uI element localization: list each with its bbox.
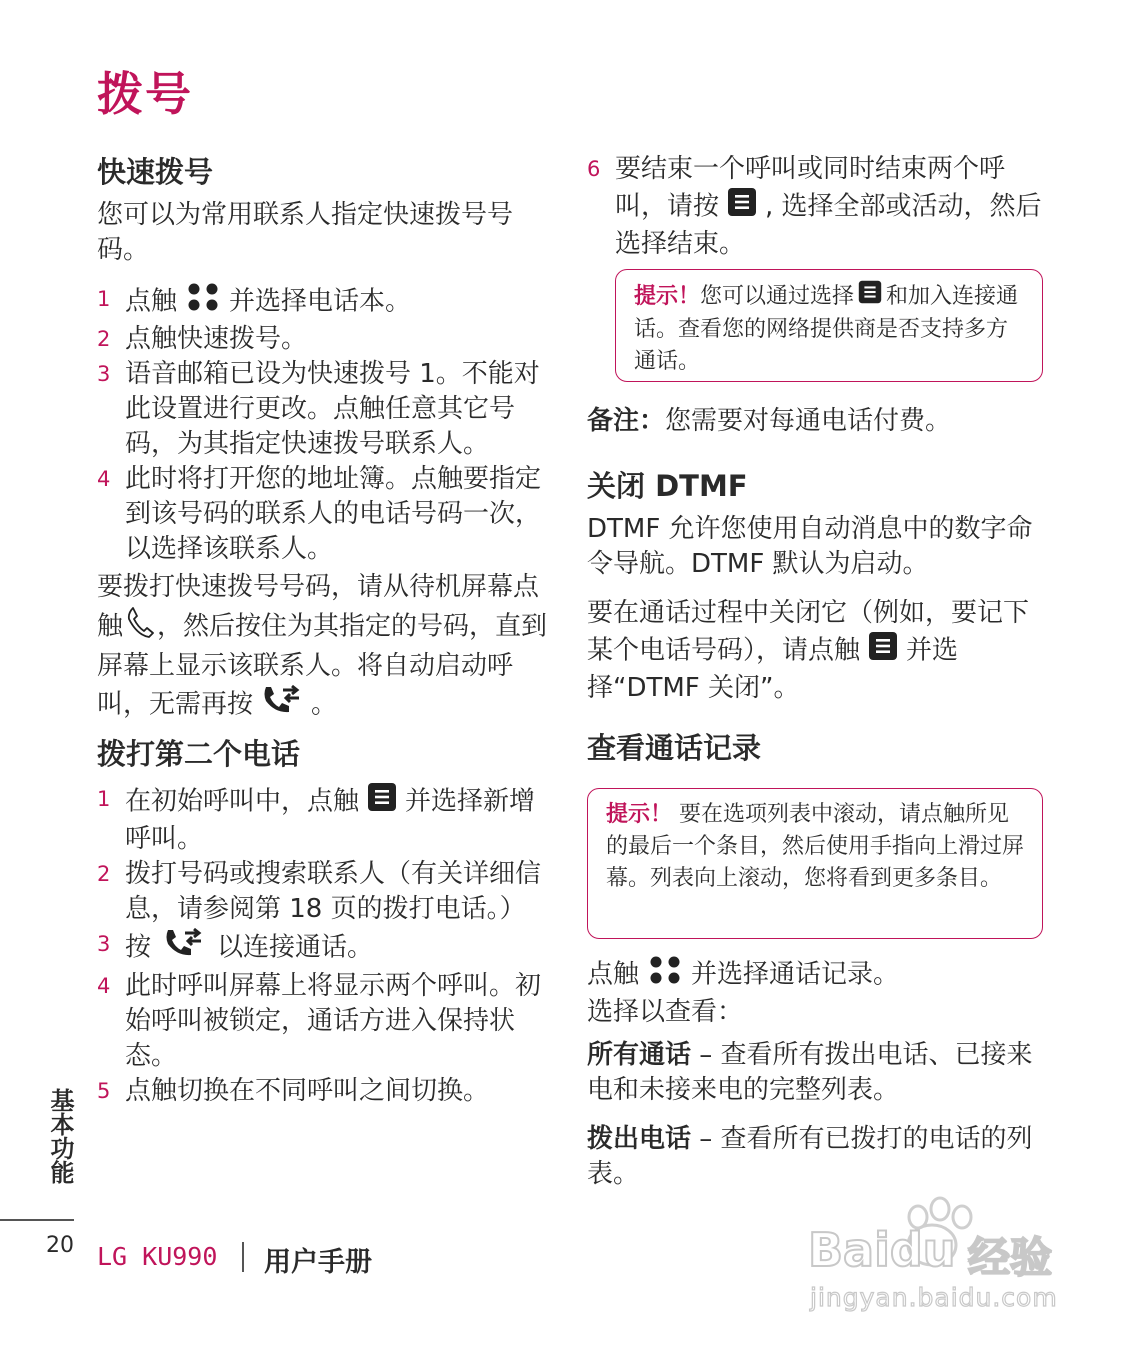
paragraph-text: 并选择“DTMF 关闭”。 xyxy=(587,635,959,703)
paragraph-text: 要拨打快速拨号号码，请从待机屏幕点触 xyxy=(97,572,540,642)
speed-dial-steps xyxy=(97,282,549,567)
footer-brand: LG KU990 xyxy=(97,1242,218,1271)
step-number: 1 xyxy=(97,787,111,811)
step-text: 拨打号码或搜索联系人（有关详细信息，请参阅第 18 页的拨打电话。） xyxy=(125,859,542,924)
dialed-calls-text: – 查看所有已拨打的电话的列表。 xyxy=(587,1124,1033,1189)
phone-handset-icon xyxy=(125,605,155,649)
note-text: 您需要对每通电话付费。 xyxy=(665,406,952,436)
step-number: 4 xyxy=(97,467,111,491)
options-menu-icon xyxy=(367,782,397,822)
dialed-calls-item xyxy=(587,1122,1042,1192)
list-item xyxy=(97,969,552,1074)
footer-divider xyxy=(0,1219,74,1221)
list-item xyxy=(97,282,549,322)
step-text: 要结束一个呼叫或同时结束两个呼叫，请按 xyxy=(615,154,1006,222)
list-item xyxy=(97,927,552,969)
step-number: 5 xyxy=(97,1079,111,1103)
list-item xyxy=(97,322,549,357)
tip-text: 和加入连接通话。查看您的网络提供商是否支持多方通话。 xyxy=(634,284,1019,374)
page-number: 20 xyxy=(46,1233,74,1258)
list-item xyxy=(97,1074,552,1109)
step-text: 点触切换在不同呼叫之间切换。 xyxy=(125,1076,490,1106)
watermark-brand-text: Bai xyxy=(808,1223,890,1277)
step-text: 按 xyxy=(125,932,152,963)
second-call-heading: 拨打第二个电话 xyxy=(97,737,301,771)
paragraph-text: ，然后按住为其指定的号码，直到屏幕上显示该联系人。将自动启动呼叫，无需再按 xyxy=(97,611,548,720)
all-calls-label: 所有通话 xyxy=(587,1040,692,1070)
step-number: 3 xyxy=(97,932,111,956)
paragraph-text: 并选择通话记录。 xyxy=(691,959,900,990)
step-text: 点触快速拨号。 xyxy=(125,324,308,354)
step-text: , 选择全部或活动，然后选择结束。 xyxy=(615,191,1042,259)
list-item xyxy=(97,857,552,927)
section-side-tab: 基本功能 xyxy=(46,1088,74,1184)
second-call-steps xyxy=(97,782,552,1109)
options-menu-icon xyxy=(868,631,898,671)
options-menu-icon xyxy=(858,280,882,314)
speed-dial-intro: 您可以为常用联系人指定快速拨号号码。 xyxy=(97,200,514,265)
tip-text: 您可以通过选择 xyxy=(700,284,855,309)
list-item xyxy=(97,462,549,567)
paragraph-text: 点触 xyxy=(587,959,640,990)
step-text: 并选择电话本。 xyxy=(229,286,412,317)
all-calls-item xyxy=(587,1038,1042,1108)
watermark-cn: 经验 xyxy=(968,1233,1053,1282)
step-number: 2 xyxy=(97,327,111,351)
paragraph-text: 选择以查看： xyxy=(587,997,744,1027)
speed-dial-paragraph xyxy=(97,570,549,726)
watermark-brand xyxy=(808,1223,956,1277)
all-calls-text: – 查看所有拨出电话、已接来电和未接来电的完整列表。 xyxy=(587,1040,1033,1105)
speed-dial-heading: 快速拨号 xyxy=(97,155,214,189)
tip-text: 要在选项列表中滚动，请点触所见的最后一个条目，然后使用手指向上滑过屏幕。列表向上滚动，您将看到更多条目。 xyxy=(606,802,1025,891)
step-text: 点触 xyxy=(125,286,178,317)
step-number: 6 xyxy=(587,157,601,181)
step-number: 1 xyxy=(97,287,111,311)
dialed-calls-label: 拨出电话 xyxy=(587,1124,692,1154)
step-number: 4 xyxy=(97,974,111,998)
step-text: 语音邮箱已设为快速拨号 1。不能对此设置进行更改。点触任意其它号码，为其指定快速拨号联系人。 xyxy=(125,359,540,459)
step-text: 以连接通话。 xyxy=(217,932,374,963)
call-connect-icon xyxy=(163,927,205,969)
paragraph-text: 要在通话过程中关闭它（例如，要记下某个电话号码），请点触 xyxy=(587,598,1030,666)
footer-separator xyxy=(242,1242,244,1272)
list-item xyxy=(97,782,552,857)
dtmf-paragraph-1: DTMF 允许您使用自动消息中的数字命令导航。DTMF 默认为启动。 xyxy=(587,514,1033,579)
baidu-watermark xyxy=(808,1195,1068,1315)
options-menu-icon xyxy=(727,187,757,227)
watermark-brand-text-2: du xyxy=(889,1223,956,1277)
step-text: 此时呼叫屏幕上将显示两个呼叫。初始呼叫被锁定，通话方进入保持状态。 xyxy=(125,971,542,1071)
note-label: 备注： xyxy=(587,406,666,436)
call-log-heading: 查看通话记录 xyxy=(587,731,762,765)
menu-grid-icon xyxy=(185,282,221,322)
tip-label: 提示！ xyxy=(634,284,701,309)
step-text: 此时将打开您的地址簿。点触要指定到该号码的联系人的电话号码一次，以选择该联系人。 xyxy=(125,464,542,564)
step-text: 在初始呼叫中，点触 xyxy=(125,786,360,817)
menu-grid-icon xyxy=(647,955,683,995)
step-number: 2 xyxy=(97,862,111,886)
list-item xyxy=(97,357,549,462)
paragraph-text: 。 xyxy=(311,689,338,720)
step-text: 并选择新增呼叫。 xyxy=(125,786,536,854)
page-title: 拨号 xyxy=(97,67,193,121)
watermark-url: jingyan.baidu.com xyxy=(810,1283,1058,1312)
end-call-step xyxy=(587,152,1042,262)
list-item xyxy=(587,152,1042,262)
call-log-instructions xyxy=(587,955,1042,1030)
dtmf-paragraph-2 xyxy=(587,596,1042,706)
scroll-tip-box xyxy=(587,788,1043,939)
conference-tip-box xyxy=(615,269,1043,382)
tip-label: 提示！ xyxy=(606,802,673,827)
note-paragraph xyxy=(587,404,1042,439)
dtmf-heading: 关闭 DTMF xyxy=(587,469,748,503)
step-number: 3 xyxy=(97,362,111,386)
call-connect-icon xyxy=(261,684,303,726)
footer-manual-title: 用户手册 xyxy=(264,1247,372,1278)
